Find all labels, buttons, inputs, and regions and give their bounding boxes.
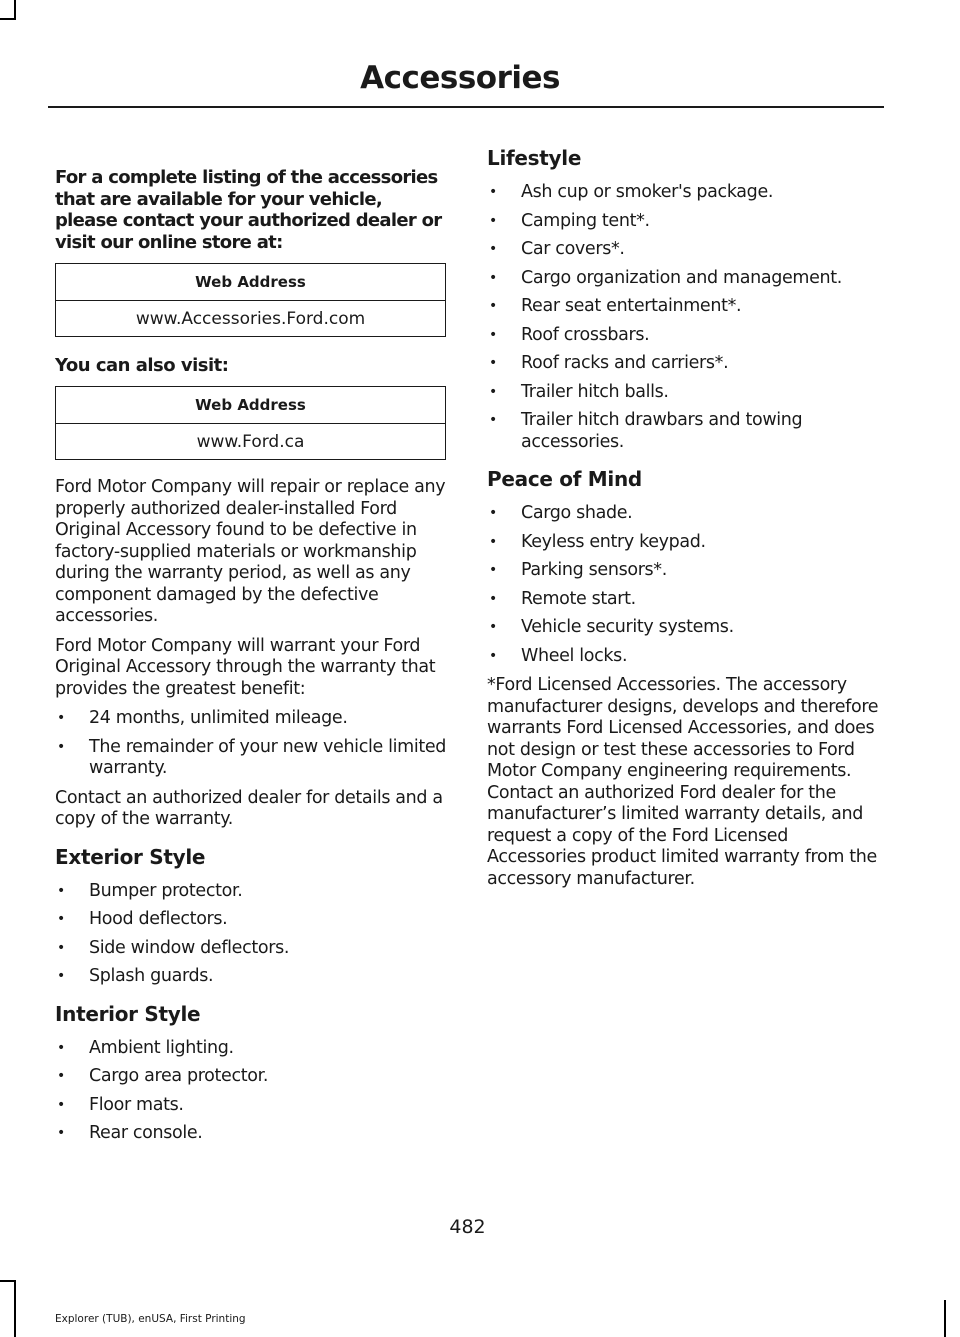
bullet-icon: • xyxy=(489,326,497,343)
bullet-icon: • xyxy=(489,184,497,200)
peace-of-mind-list xyxy=(487,503,879,667)
warrant-paragraph: Ford Motor Company will warrant your Ford Original Accessory through the warranty that provides the greatest benefit: xyxy=(55,635,436,699)
table-header: Web Address xyxy=(56,264,446,301)
section-heading-exterior: Exterior Style xyxy=(55,844,206,869)
bullet-icon: • xyxy=(57,1096,65,1113)
bullet-icon: • xyxy=(489,241,497,257)
list-item: • Splash guards. xyxy=(57,966,214,986)
list-item: • Rear seat entertainment*. xyxy=(489,296,742,316)
bullet-icon: • xyxy=(57,882,65,899)
licensed-accessories-note: *Ford Licensed Accessories. The accessory manufacturer designs, develops and therefore warrants Ford Licensed Accessories, and does not design or test these accessories to Ford Motor Company engineering requirements. Contact an authorized Ford dealer for the manufacturer’s limited warranty details, and request a copy of the Ford Licensed Accessories product limited warranty from the accessory manufacturer. xyxy=(487,675,879,889)
list-item: • Floor mats. xyxy=(57,1094,184,1115)
list-item: • Rear console. xyxy=(57,1123,203,1143)
list-item: • Ash cup or smoker's package. xyxy=(489,182,774,202)
bullet-icon: • xyxy=(489,647,497,664)
right-column xyxy=(487,140,879,898)
crop-mark xyxy=(14,1280,16,1337)
list-item: • Cargo area protector. xyxy=(57,1066,269,1086)
list-item: • The remainder of your new vehicle limited warranty. xyxy=(57,736,447,778)
section-heading-peace-of-mind: Peace of Mind xyxy=(487,467,642,491)
exterior-list xyxy=(55,881,447,988)
list-item: • Roof racks and carriers*. xyxy=(489,353,729,373)
interior-list xyxy=(55,1038,447,1145)
bullet-icon: • xyxy=(489,298,497,314)
lifestyle-list xyxy=(487,182,879,453)
web-address-link[interactable]: www.Accessories.Ford.com xyxy=(135,308,366,329)
web-address-table-2 xyxy=(55,386,446,460)
crop-mark xyxy=(0,1280,16,1282)
list-item: • Parking sensors*. xyxy=(489,560,667,580)
web-address-table-1 xyxy=(55,263,446,337)
header-divider xyxy=(48,106,884,108)
list-item: • Roof crossbars. xyxy=(489,324,650,345)
bullet-icon: • xyxy=(57,968,65,984)
list-item: • Vehicle security systems. xyxy=(489,617,734,637)
list-item: • Cargo organization and management. xyxy=(489,267,842,288)
also-visit-label: You can also visit: xyxy=(55,355,229,376)
list-item: • 24 months, unlimited mileage. xyxy=(57,708,348,728)
bullet-icon: • xyxy=(57,1125,65,1141)
list-item: • Cargo shade. xyxy=(489,503,633,523)
page-number: 482 xyxy=(449,1216,486,1238)
list-item: • Remote start. xyxy=(489,588,636,609)
bullet-icon: • xyxy=(489,383,497,400)
bullet-icon: • xyxy=(489,269,497,286)
table-header: Web Address xyxy=(56,387,446,424)
bullet-icon: • xyxy=(489,412,497,428)
crop-mark xyxy=(14,0,16,20)
bullet-icon: • xyxy=(489,619,497,635)
bullet-icon: • xyxy=(57,738,65,755)
bullet-icon: • xyxy=(489,212,497,229)
footer-text: Explorer (TUB), enUSA, First Printing xyxy=(55,1313,246,1325)
repair-paragraph: Ford Motor Company will repair or replace any properly authorized dealer-installed Ford Original Accessory found to be defective in factory-supplied materials or workmanship during the warranty period, as well as any component damaged by the defective accessories. xyxy=(55,477,446,626)
bullet-icon: • xyxy=(57,939,65,956)
bullet-icon: • xyxy=(57,710,65,726)
warranty-list xyxy=(55,708,447,780)
list-item: • Wheel locks. xyxy=(489,645,628,666)
left-column xyxy=(55,140,447,1153)
contact-paragraph: Contact an authorized dealer for details and a copy of the warranty. xyxy=(55,787,443,829)
bullet-icon: • xyxy=(489,355,497,371)
crop-mark xyxy=(944,1300,946,1337)
list-item: • Camping tent*. xyxy=(489,210,650,231)
crop-mark xyxy=(0,18,16,20)
list-item: • Trailer hitch balls. xyxy=(489,381,669,402)
list-item: • Bumper protector. xyxy=(57,880,243,901)
bullet-icon: • xyxy=(57,1068,65,1084)
bullet-icon: • xyxy=(489,505,497,521)
web-address-link[interactable]: www.Ford.ca xyxy=(196,431,305,452)
section-heading-interior: Interior Style xyxy=(55,1001,201,1026)
list-item: • Side window deflectors. xyxy=(57,937,290,958)
bullet-icon: • xyxy=(489,533,497,550)
bullet-icon: • xyxy=(489,590,497,607)
page-title: Accessories xyxy=(360,60,560,96)
list-item: • Hood deflectors. xyxy=(57,909,228,929)
intro-text: For a complete listing of the accessories that are available for your vehicle, please contact your authorized dealer or visit our online store at: xyxy=(55,167,442,253)
bullet-icon: • xyxy=(57,1039,65,1056)
bullet-icon: • xyxy=(57,911,65,927)
list-item: • Car covers*. xyxy=(489,239,625,259)
list-item: • Trailer hitch drawbars and towing accessories. xyxy=(489,410,803,452)
list-item: • Ambient lighting. xyxy=(57,1037,234,1058)
list-item: • Keyless entry keypad. xyxy=(489,531,706,552)
section-heading-lifestyle: Lifestyle xyxy=(487,146,582,170)
bullet-icon: • xyxy=(489,562,497,578)
